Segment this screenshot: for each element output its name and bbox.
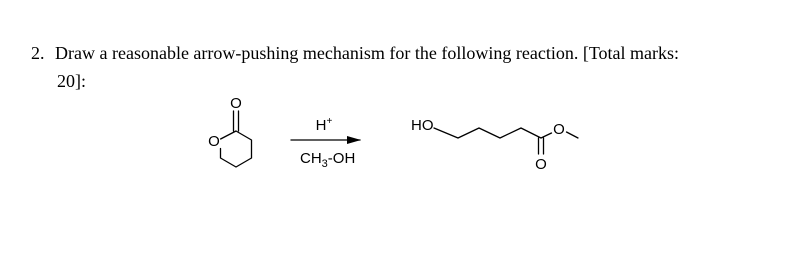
- reactant-lactone: [208, 95, 251, 167]
- question-prompt: Draw a reasonable arrow-pushing mechanism for the following reaction. [Total marks:: [55, 43, 680, 63]
- product-carbon-chain: [434, 128, 552, 138]
- reactant-ring-bonds: [221, 131, 252, 167]
- reactant-ring-oxygen: O: [208, 133, 220, 150]
- reagent-acid: H+: [315, 116, 333, 134]
- product-methyl-bond: [567, 132, 579, 138]
- question-number: 2.: [31, 43, 45, 63]
- reagent-methanol: $CH_3-OH$: [300, 150, 356, 170]
- product-carbonyl-oxygen: O: [535, 156, 547, 173]
- product-ester-oxygen: O: [553, 121, 565, 138]
- reactant-carbonyl-oxygen: O: [230, 95, 242, 112]
- reaction-arrow-group: [291, 116, 360, 170]
- question-line-2: 20]:: [57, 71, 86, 91]
- product-hydroxyl-group: HO: [411, 117, 434, 134]
- product-hydroxy-ester: [411, 117, 578, 173]
